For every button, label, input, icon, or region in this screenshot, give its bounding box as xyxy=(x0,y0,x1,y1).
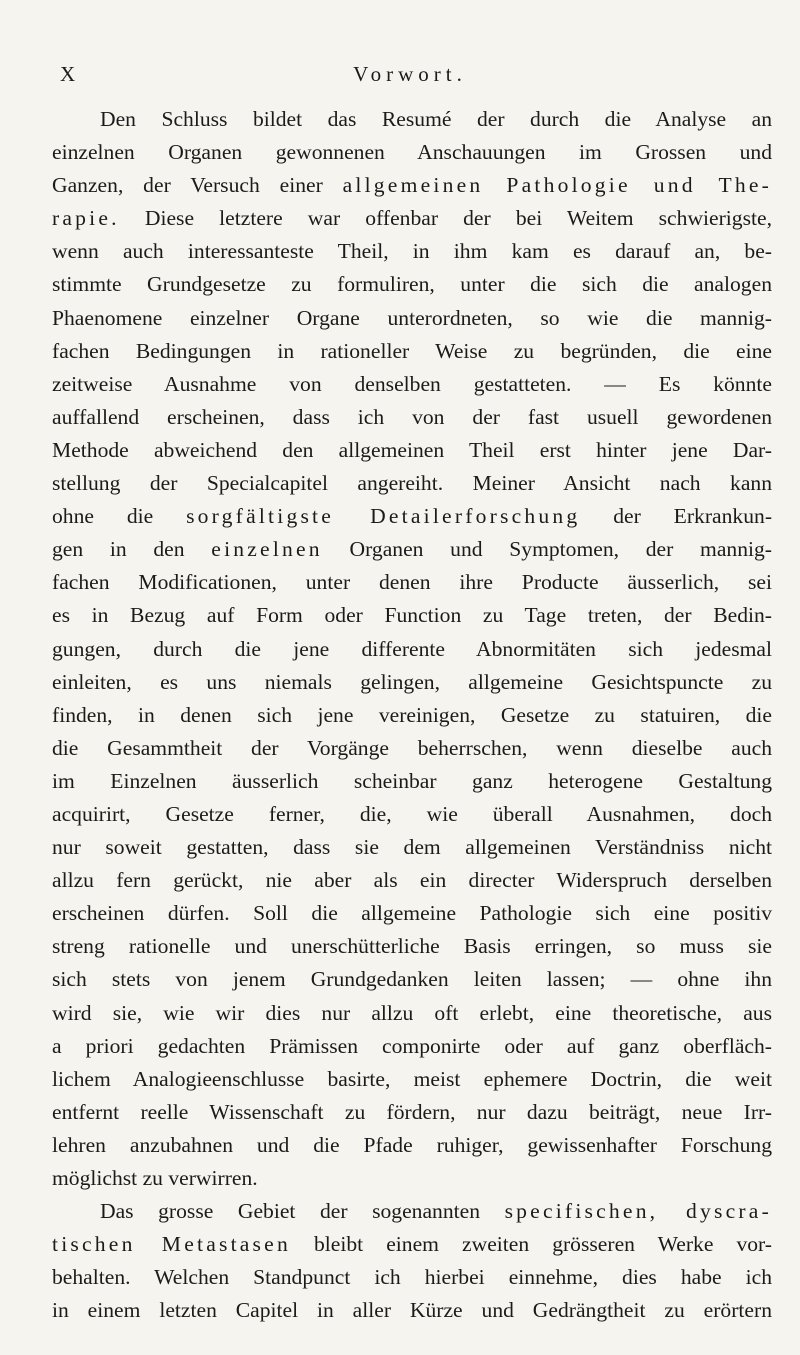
spaced-emphasis-text: einzelnen xyxy=(211,537,323,562)
text-line xyxy=(52,765,772,798)
text-segment: auffallend erscheinen, dass ich von der fast usuell gewordenen xyxy=(52,404,772,429)
text-segment: stimmte Grundgesetze zu formuliren, unter die sich die analogen xyxy=(52,272,772,297)
text-segment: lichem Analogieenschlusse basirte, meist ephemere Doctrin, die weit xyxy=(52,1066,772,1091)
text-line xyxy=(52,963,772,996)
text-segment: behalten. Welchen Standpunct ich hierbei einnehme, dies habe ich xyxy=(52,1265,772,1290)
spaced-emphasis-text: sorgfältigste Detailerforschung xyxy=(186,504,581,529)
text-line xyxy=(52,864,772,897)
running-title: Vorwort. xyxy=(353,62,467,86)
preface-body-text xyxy=(52,103,772,1327)
text-segment: fachen Bedingungen in rationeller Weise zu begründen, die eine xyxy=(52,338,772,363)
text-line xyxy=(52,633,772,666)
text-segment: ohne die xyxy=(52,504,187,529)
page-number: X xyxy=(60,62,76,86)
text-segment: bleibt einem zweiten grösseren Werke vor- xyxy=(290,1232,772,1257)
text-line xyxy=(52,103,772,136)
text-segment: erscheinen dürfen. Soll die allgemeine Pathologie sich eine positiv xyxy=(52,901,772,926)
text-segment: wird sie, wie wir dies nur allzu oft erlebt, eine theoretische, aus xyxy=(52,1000,772,1025)
text-line xyxy=(52,1030,772,1063)
text-segment: es in Bezug auf Form oder Function zu Tage treten, der Bedin- xyxy=(52,603,772,628)
text-line xyxy=(52,434,772,467)
text-line xyxy=(52,997,772,1030)
text-line xyxy=(52,831,772,864)
text-segment: Den Schluss bildet das Resumé der durch die Analyse an xyxy=(100,107,772,131)
text-segment: in einem letzten Capitel in aller Kürze und Gedrängtheit zu erörtern xyxy=(52,1298,772,1323)
text-segment: im Einzelnen äusserlich scheinbar ganz heterogene Gestaltung xyxy=(52,768,772,793)
text-line xyxy=(52,136,772,169)
text-segment: lehren anzubahnen und die Pfade ruhiger, gewissenhafter Forschung xyxy=(52,1132,772,1157)
text-line xyxy=(52,1195,772,1228)
text-line xyxy=(52,1294,772,1327)
text-segment: einleiten, es uns niemals gelingen, allgemeine Gesichtspuncte zu xyxy=(52,669,772,694)
page-header xyxy=(60,62,760,88)
text-segment: zeitweise Ausnahme von denselben gestatteten. — Es könnte xyxy=(52,371,772,396)
text-line xyxy=(52,368,772,401)
text-line xyxy=(52,599,772,632)
text-line xyxy=(52,500,772,533)
text-segment: Das grosse Gebiet der sogenannten xyxy=(100,1199,505,1224)
text-line xyxy=(52,930,772,963)
text-line xyxy=(52,1162,772,1195)
text-line xyxy=(52,699,772,732)
text-line xyxy=(52,566,772,599)
text-line xyxy=(52,268,772,301)
text-line xyxy=(52,732,772,765)
text-segment: die Gesammtheit der Vorgänge beherrschen, wenn dieselbe auch xyxy=(52,735,772,760)
text-segment: nur soweit gestatten, dass sie dem allgemeinen Verständniss nicht xyxy=(52,835,772,860)
spaced-emphasis-text: allgemeinen Pathologie und The- xyxy=(342,173,773,198)
text-segment: wenn auch interessanteste Theil, in ihm kam es darauf an, be- xyxy=(52,239,772,264)
text-line xyxy=(52,335,772,368)
text-segment: Methode abweichend den allgemeinen Theil erst hinter jene Dar- xyxy=(52,437,772,462)
text-segment: entfernt reelle Wissenschaft zu fördern, nur dazu beiträgt, neue Irr- xyxy=(52,1099,772,1124)
text-line xyxy=(52,666,772,699)
text-segment: stellung der Specialcapitel angereiht. Meiner Ansicht nach kann xyxy=(52,471,772,496)
text-segment: finden, in denen sich jene vereinigen, Gesetze zu statuiren, die xyxy=(52,702,772,727)
text-line xyxy=(52,401,772,434)
text-segment: einzelnen Organen gewonnenen Anschauungen im Grossen und xyxy=(52,140,772,165)
spaced-emphasis-text: specifischen, dyscra- xyxy=(504,1199,772,1224)
text-line xyxy=(52,798,772,831)
text-segment: gen in den xyxy=(52,537,212,562)
text-line xyxy=(52,1228,772,1261)
text-line xyxy=(52,467,772,500)
text-segment: Phaenomene einzelner Organe unterordneten, so wie die mannig- xyxy=(52,305,772,330)
text-segment: acquirirt, Gesetze ferner, die, wie überall Ausnahmen, doch xyxy=(52,801,772,826)
text-line xyxy=(52,1129,772,1162)
text-segment: sich stets von jenem Grundgedanken leiten lassen; — ohne ihn xyxy=(52,967,772,992)
text-line xyxy=(52,202,772,235)
text-segment: Organen und Symptomen, der mannig- xyxy=(322,537,772,562)
spaced-emphasis-text: tischen Metastasen xyxy=(52,1232,291,1257)
spaced-emphasis-text: rapie. xyxy=(52,206,120,231)
text-segment: der Erkrankun- xyxy=(580,504,773,529)
text-line xyxy=(52,235,772,268)
text-segment: Diese letztere war offenbar der bei Weitem schwierigste, xyxy=(119,206,772,231)
text-line xyxy=(52,1261,772,1294)
text-line xyxy=(52,302,772,335)
text-segment: fachen Modificationen, unter denen ihre Producte äusserlich, sei xyxy=(52,570,772,595)
text-line xyxy=(52,169,772,202)
text-line xyxy=(52,533,772,566)
text-line xyxy=(52,1063,772,1096)
text-line xyxy=(52,897,772,930)
text-segment: gungen, durch die jene differente Abnormitäten sich jedesmal xyxy=(52,636,772,661)
text-line xyxy=(52,1096,772,1129)
text-segment: Ganzen, der Versuch einer xyxy=(52,173,343,198)
text-segment: möglichst zu verwirren. xyxy=(52,1166,258,1190)
text-segment: streng rationelle und unerschütterliche Basis erringen, so muss sie xyxy=(52,934,772,959)
text-segment: a priori gedachten Prämissen componirte oder auf ganz oberfläch- xyxy=(52,1033,772,1058)
text-segment: allzu fern gerückt, nie aber als ein directer Widerspruch derselben xyxy=(52,868,772,893)
